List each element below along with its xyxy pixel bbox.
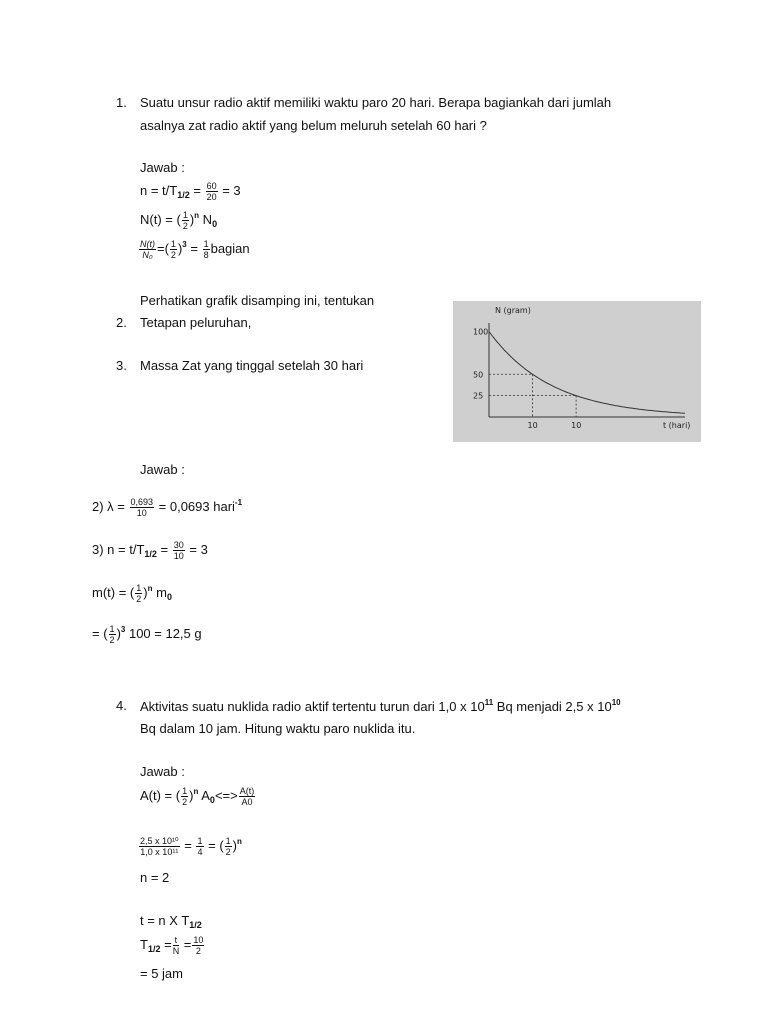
- q4-eq5-sub: 1/2: [147, 943, 161, 954]
- a3c-prefix: = (: [92, 625, 108, 641]
- a2-frac: [130, 497, 155, 518]
- q1-eq3-eq: =: [186, 240, 198, 256]
- q1-eq2-sup: n: [194, 210, 200, 220]
- q4-eq1-sup: n: [193, 786, 199, 796]
- q1-eq2-close: ): [189, 211, 195, 227]
- q4-eq1-den: 2: [182, 797, 188, 807]
- a3c-den: 2: [109, 635, 115, 645]
- a3-result: = 3: [189, 541, 208, 557]
- q1-eq2-prefix: N(t) = (: [140, 211, 181, 227]
- q1-eq3-rfrac: [203, 239, 210, 260]
- q1-eq3-num: N(t): [140, 239, 155, 249]
- a3-num: 30: [173, 540, 184, 550]
- a3-eq: [92, 540, 208, 561]
- q1-eq1: [140, 181, 241, 202]
- q2-text: Tetapan peluruhan,: [140, 315, 252, 330]
- q1-eq2: [140, 210, 217, 231]
- q4-eq1: [140, 786, 256, 807]
- q4-eq5-fden: 2: [195, 946, 201, 956]
- a2-num: 0,693: [130, 497, 154, 507]
- q4-eq1-frac: [181, 786, 188, 807]
- intro-text: Perhatikan grafik disamping ini, tentukan: [140, 293, 375, 308]
- q1-eq3-rnum: 1: [203, 239, 209, 249]
- q1-eq1-prefix: n = t/T: [140, 182, 178, 198]
- q1-eq2-suffix: N: [199, 211, 213, 227]
- q1-eq1-num: 60: [206, 181, 217, 191]
- q1-eq2-sub: 0: [212, 218, 218, 229]
- q4-eq2: [138, 836, 242, 857]
- q1-eq3-sup: 3: [182, 239, 187, 249]
- a3c-eq: [92, 624, 202, 645]
- q3-number: 3.: [116, 358, 127, 373]
- q4-line1-b: Bq menjadi 2,5 x 10: [493, 699, 612, 714]
- q4-eq5-frac: [173, 935, 180, 956]
- q1-eq3: [138, 239, 250, 260]
- q1-eq1-frac: [206, 181, 218, 202]
- decay-graph: [453, 301, 701, 442]
- q1-eq1-result: = 3: [222, 182, 241, 198]
- q4-line1-a: Aktivitas suatu nuklida radio aktif tertentu turun dari 1,0 x 10: [140, 699, 485, 714]
- q4-eq1-prefix: A(t) = (: [140, 787, 181, 803]
- a2-mid: = 0,0693 hari: [158, 498, 235, 514]
- q4-number: 4.: [116, 698, 127, 713]
- a3b-close: ): [143, 584, 148, 600]
- q4-line1-sup2: 10: [611, 698, 621, 707]
- q4-eq2-frac: [139, 836, 180, 857]
- q4-eq2-sup: n: [237, 836, 242, 846]
- a3-den: 10: [173, 551, 184, 561]
- q4-eq4-sub: 1/2: [189, 920, 202, 930]
- a3c-num: 1: [109, 624, 115, 634]
- a3b-eq: [92, 583, 172, 604]
- a2-den: 10: [136, 508, 147, 518]
- q1-eq3-ffrac: [170, 239, 177, 260]
- q4-eq3: n = 2: [140, 870, 170, 885]
- a3c-sup: 3: [120, 624, 126, 634]
- y-tick-label: 50: [473, 370, 484, 380]
- q4-eq5-den: N: [172, 946, 180, 956]
- a3c-close: ): [116, 625, 121, 641]
- q4-eq2-eq1: =: [180, 837, 192, 853]
- q4-eq2-close: ): [232, 837, 238, 853]
- q1-number: 1.: [116, 95, 127, 110]
- x-axis-label: t (hari): [663, 421, 691, 430]
- q1-eq1-den: 20: [206, 192, 217, 202]
- a3-eq-sign: =: [156, 541, 169, 557]
- q4-eq1-arrow: <=>: [214, 787, 238, 803]
- q4-eq2-fden: 4: [197, 847, 203, 857]
- q1-eq1-sub: 1/2: [177, 189, 190, 200]
- q4-eq4: [140, 913, 202, 930]
- q4-eq2-pden: 2: [225, 847, 231, 857]
- q4-eq5-eq: =: [160, 936, 172, 952]
- q1-eq1-eq: =: [189, 182, 201, 198]
- a2-eq: [92, 497, 242, 518]
- q4-eq6: = 5 jam: [140, 966, 183, 981]
- q4-eq4-prefix: t = n X T: [140, 913, 190, 928]
- jawab-23: Jawab :: [140, 462, 185, 477]
- q1-line1: Suatu unsur radio aktif memiliki waktu paro 20 hari. Berapa bagiankah dari jumlah: [140, 95, 612, 110]
- q1-eq3-result: bagian: [210, 240, 250, 256]
- q4-eq5-num: t: [174, 935, 178, 945]
- q1-eq3-den: N₀: [142, 250, 153, 260]
- q1-eq3-fnum: 1: [170, 239, 176, 249]
- q3-text: Massa Zat yang tinggal setelah 30 hari: [140, 358, 364, 373]
- q4-eq1-fnum: A(t): [239, 786, 255, 796]
- a3b-frac: [135, 583, 142, 604]
- a3b-sub: 0: [166, 591, 172, 602]
- q4-jawab: Jawab :: [140, 764, 185, 779]
- y-tick-label: 25: [473, 391, 484, 401]
- q1-jawab: Jawab :: [140, 160, 185, 175]
- y-tick-label: 100: [473, 327, 489, 337]
- q4-eq2-den: 1,0 x 10¹¹: [140, 847, 179, 857]
- q4-eq2-num: 2,5 x 10¹⁰: [140, 836, 179, 846]
- q4-eq1-mid: A: [198, 787, 210, 803]
- q1-eq3-mid: =(: [157, 240, 169, 256]
- a3b-suffix: m: [152, 584, 167, 600]
- q4-eq1-close: ): [189, 787, 194, 803]
- a3b-num: 1: [136, 583, 142, 593]
- q4-eq5-fnum: 10: [193, 935, 204, 945]
- q1-eq3-rden: 8: [203, 250, 209, 260]
- q1-line2: asalnya zat radio aktif yang belum meluruh setelah 60 hari ?: [140, 118, 487, 133]
- q4-line1-sup1: 11: [484, 698, 494, 707]
- a3-prefix: 3) n = t/T: [92, 541, 145, 557]
- q4-eq5: [140, 935, 205, 956]
- q4-eq5-prefix: T: [140, 936, 148, 952]
- q1-eq2-frac: [182, 210, 189, 231]
- q4-eq5-ffrac: [192, 935, 204, 956]
- q1-eq3-fden: 2: [170, 250, 176, 260]
- q4-eq2-ffrac: [196, 836, 203, 857]
- q4-eq2-eq2: = (: [204, 837, 224, 853]
- a3c-frac: [109, 624, 116, 645]
- y-axis-label: N (gram): [495, 306, 531, 315]
- a3-sub: 1/2: [144, 548, 157, 559]
- q4-eq1-sub: 0: [209, 794, 215, 805]
- q4-eq1-num: 1: [182, 786, 188, 796]
- q4-eq5-eq2: =: [180, 936, 192, 952]
- q2-number: 2.: [116, 315, 127, 330]
- x-tick-label: 10: [571, 421, 582, 430]
- a3b-sup: n: [147, 583, 153, 593]
- q4-line1: [140, 698, 621, 714]
- q4-eq1-fden: A0: [241, 797, 253, 807]
- q4-eq2-fnum: 1: [197, 836, 203, 846]
- a3b-den: 2: [136, 594, 142, 604]
- a2-sup: -1: [234, 497, 243, 507]
- q4-line2: Bq dalam 10 jam. Hitung waktu paro nuklida itu.: [140, 721, 416, 736]
- q4-eq2-pfrac: [225, 836, 232, 857]
- a3b-prefix: m(t) = (: [92, 584, 135, 600]
- q1-eq3-frac: [139, 239, 156, 260]
- q1-eq2-num: 1: [182, 210, 188, 220]
- a2-prefix: 2) λ =: [92, 498, 125, 514]
- q1-eq3-close: ): [177, 240, 183, 256]
- x-tick-label: 10: [527, 421, 538, 430]
- q1-eq2-den: 2: [182, 221, 188, 231]
- q4-eq1-ffrac: [239, 786, 256, 807]
- a3-frac: [173, 540, 185, 561]
- q4-eq2-pnum: 1: [225, 836, 231, 846]
- a3c-result: 100 = 12,5 g: [125, 625, 202, 641]
